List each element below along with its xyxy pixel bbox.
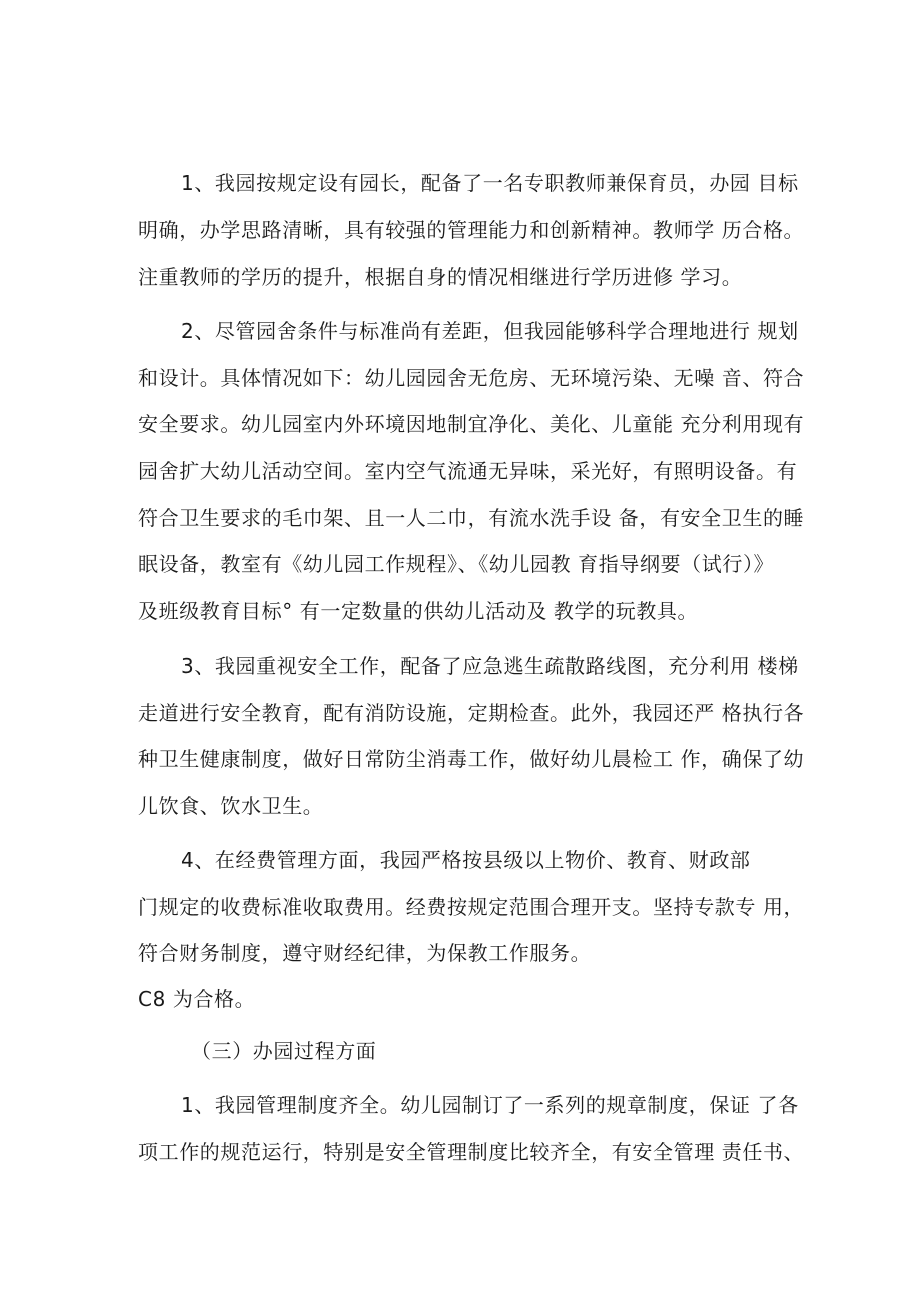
paragraph-4-line-1: 4、在经费管理方面，我园严格按县级以上物价、教育、财政部 (181, 848, 751, 872)
paragraph-2-line-4: 园舍扩大幼儿活动空间。室内空气流通无异味，采光好，有照明设备。有 (138, 459, 798, 483)
paragraph-2-line-1: 2、尽管园舍条件与标准尚有差距，但我园能够科学合理地进行 规划 (181, 319, 799, 343)
paragraph-1-line-1: 1、我园按规定设有园长，配备了一名专职教师兼保育员，办园 目标 (181, 171, 799, 195)
paragraph-5-line-2: 项工作的规范运行，特别是安全管理制度比较齐全，有安全管理 责任书、 (138, 1140, 805, 1164)
rating-line: C8 为合格。 (138, 987, 256, 1011)
paragraph-1-line-3: 注重教师的学历的提升，根据自身的情况相继进行学历进修 学习。 (138, 265, 743, 289)
paragraph-2-line-7: 及班级教育目标° 有一定数量的供幼儿活动及 教学的玩教具。 (138, 599, 699, 623)
paragraph-2-line-6: 眠设备，教室有《幼儿园工作规程》、《幼儿园教 育指导纲要（试行）》 (138, 552, 775, 576)
paragraph-2-line-5: 符合卫生要求的毛巾架、且一人二巾，有流水洗手设 备，有安全卫生的睡 (138, 506, 805, 530)
paragraph-3-line-4: 儿饮食、饮水卫生。 (138, 794, 324, 818)
paragraph-3-line-1: 3、我园重视安全工作，配备了应急逃生疏散路线图，充分利用 楼梯 (181, 654, 799, 678)
section-heading: （三）办园过程方面 (191, 1039, 377, 1063)
paragraph-3-line-3: 种卫生健康制度，做好日常防尘消毒工作，做好幼儿晨检工 作，确保了幼 (138, 747, 805, 771)
paragraph-2-line-2: 和设计。具体情况如下：幼儿园园舍无危房、无环境污染、无噪 音、符合 (138, 366, 805, 390)
paragraph-4-line-3: 符合财务制度，遵守财经纪律，为保教工作服务。 (138, 941, 592, 965)
paragraph-1-line-2: 明确，办学思路清晰，具有较强的管理能力和创新精神。教师学 历合格。 (138, 218, 805, 242)
paragraph-2-line-3: 安全要求。幼儿园室内外环境因地制宜净化、美化、儿童能 充分利用现有 (138, 412, 805, 436)
paragraph-4-line-2: 门规定的收费标准收取费用。经费按规定范围合理开支。坚持专款专 用， (138, 895, 805, 919)
paragraph-5-line-1: 1、我园管理制度齐全。幼儿园制订了一系列的规章制度，保证 了各 (181, 1093, 799, 1117)
paragraph-3-line-2: 走道进行安全教育，配有消防设施，定期检查。此外，我园还严 格执行各 (138, 701, 805, 725)
